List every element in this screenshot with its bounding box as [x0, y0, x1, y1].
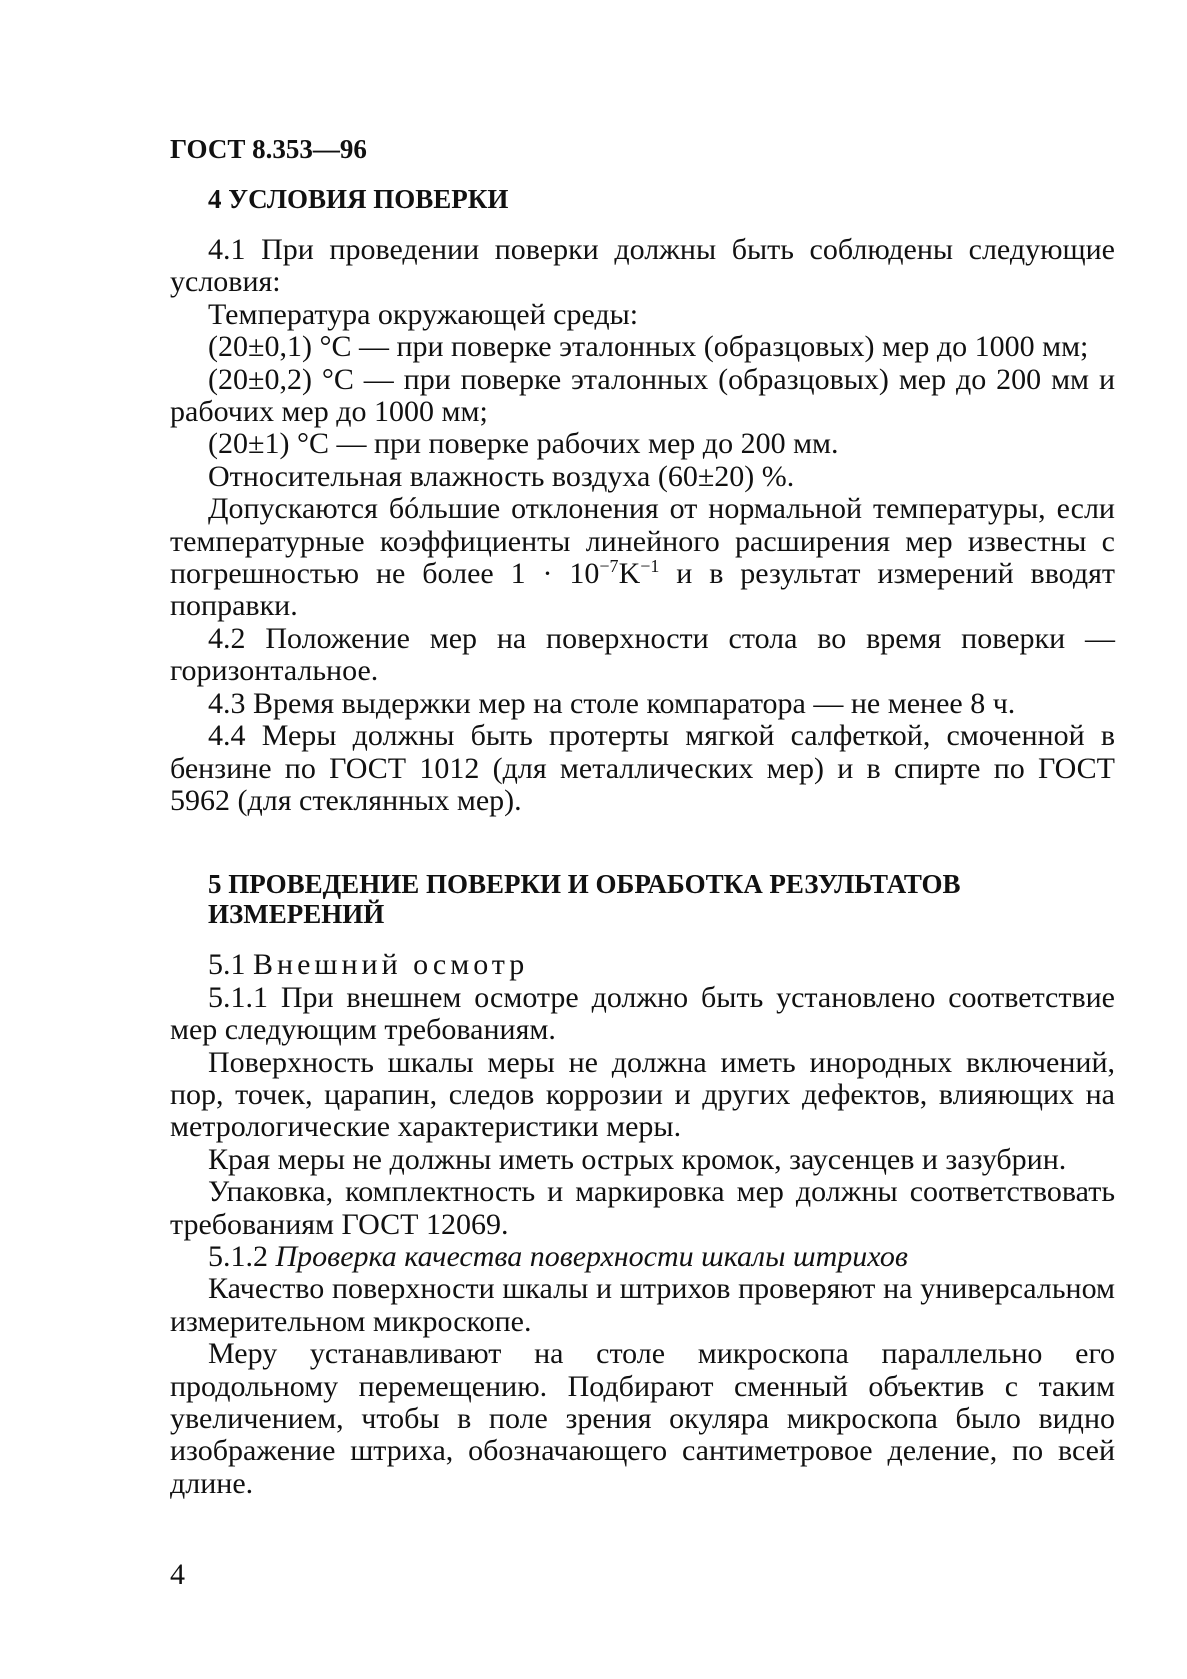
subsection-5-1-number: 5.1	[208, 948, 246, 982]
document-code: ГОСТ 8.353—96	[170, 134, 367, 164]
paragraph-5-1-1: 5.1.1 При внешнем осмотре должно быть установлено соответствие мер следующим требованиям.	[170, 980, 1115, 1047]
exponent-1: −7	[599, 556, 619, 577]
paragraph-temperature-3: (20±1) °С — при поверке рабочих мер до 200 мм.	[208, 427, 839, 461]
subsection-5-1-2-label: Проверка качества поверхности шкалы штрихов	[275, 1239, 908, 1273]
text-column	[170, 132, 1115, 1500]
paragraph-temperature-label: Температура окружающей среды:	[208, 297, 639, 331]
paragraph-4-3: 4.3 Время выдержки мер на столе компаратора — не менее 8 ч.	[208, 686, 1016, 720]
paragraph-microscope-setup: Меру устанавливают на столе микроскопа параллельно его продольному перемещению. Подбирают сменный объектив с таким увеличением, чтобы в поле зрения окуляра микроскопа было видно изображение штриха, обозначающего сантиметровое деление, по всей длине.	[170, 1337, 1115, 1500]
paragraph-quality-check: Качество поверхности шкалы и штрихов проверяют на универсальном измерительном микроскопе.	[170, 1272, 1115, 1338]
paragraph-deviations	[170, 493, 1115, 623]
exponent-2: −1	[640, 556, 660, 577]
paragraph-temperature-1: (20±0,1) °С — при поверке эталонных (образцовых) мер до 1000 мм;	[208, 330, 1089, 364]
paragraph-edges: Края меры не должны иметь острых кромок, заусенцев и зазубрин.	[208, 1142, 1067, 1176]
paragraph-humidity: Относительная влажность воздуха (60±20) %.	[208, 459, 795, 493]
paragraph-4-1: 4.1 При проведении поверки должны быть соблюдены следующие условия:	[170, 233, 1115, 299]
paragraph-4-2: 4.2 Положение мер на поверхности стола во время поверки — горизонтальное.	[170, 621, 1115, 688]
subsection-5-1-2-number: 5.1.2	[208, 1239, 268, 1273]
paragraph-temperature-2: (20±0,2) °С — при поверке эталонных (образцовых) мер до 200 мм и рабочих мер до 1000 мм;	[170, 362, 1115, 429]
deviations-unit: K	[618, 557, 641, 591]
page-number: 4	[170, 1558, 185, 1591]
section-5-heading: 5 ПРОВЕДЕНИЕ ПОВЕРКИ И ОБРАБОТКА РЕЗУЛЬТАТОВ ИЗМЕРЕНИЙ	[208, 869, 961, 930]
paragraph-surface: Поверхность шкалы меры не должна иметь инородных включений, пор, точек, царапин, следов коррозии и других дефектов, влияющих на метрологические характеристики меры.	[170, 1045, 1115, 1144]
subsection-5-1-label: Внешний осмотр	[253, 948, 529, 982]
paragraph-packaging: Упаковка, комплектность и маркировка мер должны соответствовать требованиям ГОСТ 12069.	[170, 1175, 1115, 1241]
subsection-5-1-2-title	[170, 1241, 1115, 1273]
section-4-heading: 4 УСЛОВИЯ ПОВЕРКИ	[208, 184, 509, 214]
deviations-text-c: и в результат измерений вводят поправки.	[170, 557, 1115, 623]
paragraph-4-4: 4.4 Меры должны быть протерты мягкой салфеткой, смоченной в бензине по ГОСТ 1012 (для металлических мер) и в спирте по ГОСТ 5962 (для стеклянных мер).	[170, 719, 1115, 817]
subsection-5-1-title	[170, 949, 1115, 981]
deviations-text-a: Допускаются бóльшие отклонения от нормальной температуры, если температурные коэффициенты линейного расширения мер известны с погрешностью не более 1 · 10	[170, 492, 1115, 591]
